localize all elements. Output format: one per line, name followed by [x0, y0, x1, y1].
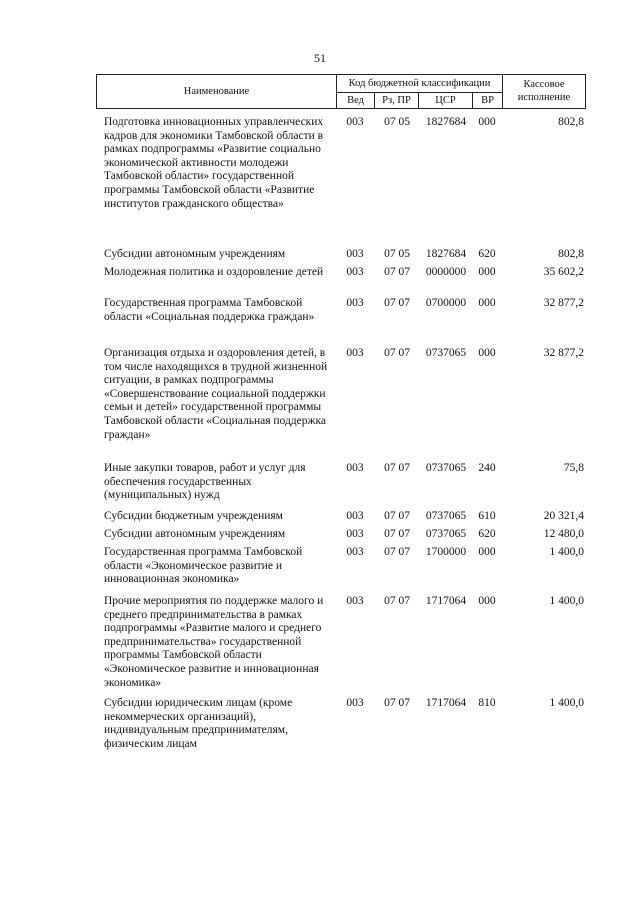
header-mid-border — [336, 92, 502, 93]
row-ved: 003 — [346, 266, 364, 278]
row-name: Субсидии юридическим лицам (кроме некоммерческих организаций), индивидуальным предпринимателям, физическим лицам — [104, 697, 293, 750]
row-name: Субсидии автономным учреждениям — [104, 248, 286, 260]
row-rz-pr: 07 07 — [384, 462, 410, 474]
row-vr: 000 — [478, 546, 496, 558]
row-rz-pr: 07 07 — [384, 297, 410, 309]
row-vr: 240 — [478, 462, 496, 474]
header-bottom-border — [96, 108, 586, 109]
page-number: 51 — [314, 51, 326, 65]
row-csr: 0000000 — [425, 266, 467, 278]
row-rz-pr: 07 07 — [384, 347, 410, 359]
row-ved: 003 — [346, 347, 364, 359]
row-vr: 000 — [478, 266, 496, 278]
row-ved: 003 — [346, 697, 364, 709]
row-ved: 003 — [346, 297, 364, 309]
row-amount: 32 877,2 — [543, 347, 584, 359]
row-name: Подготовка инновационных управленческих кадров для экономики Тамбовской области в рамках подпрограммы «Развитие социально экономической активности молодежи Тамбовской области» государственной программы Тамбовской области «Развитие институтов гражданского общества» — [104, 116, 324, 210]
header-code-group: Код бюджетной классификации — [348, 78, 491, 89]
row-ved: 003 — [346, 248, 364, 260]
row-amount: 802,8 — [558, 116, 584, 128]
header-top-border — [96, 74, 586, 75]
row-vr: 000 — [478, 297, 496, 309]
row-rz-pr: 07 07 — [384, 546, 410, 558]
header-vr: ВР — [481, 95, 494, 106]
row-rz-pr: 07 05 — [384, 116, 410, 128]
row-name: Иные закупки товаров, работ и услуг для обеспечения государственных (муниципальных) нужд — [104, 462, 306, 502]
row-vr: 000 — [478, 116, 496, 128]
row-csr: 1717064 — [425, 595, 467, 607]
row-name: Прочие мероприятия по поддержке малого и среднего предпринимательства в рамках подпрограммы «Развитие малого и среднего предпринимательства» государственной программы Тамбовской области «Экономическое развитие и инновационная экономика» — [104, 595, 324, 689]
row-name: Государственная программа Тамбовской области «Экономическое развитие и инновационная экономика» — [104, 546, 303, 586]
row-rz-pr: 07 05 — [384, 248, 410, 260]
row-amount: 35 602,2 — [543, 266, 584, 278]
header-right-border — [585, 74, 586, 109]
row-name: Субсидии бюджетным учреждениям — [104, 510, 283, 522]
row-amount: 1 400,0 — [549, 546, 584, 558]
row-vr: 000 — [478, 347, 496, 359]
row-csr: 0737065 — [425, 510, 467, 522]
row-vr: 000 — [478, 595, 496, 607]
row-ved: 003 — [346, 510, 364, 522]
header-cash-line2: исполнение — [517, 92, 571, 103]
row-csr: 1827684 — [425, 248, 467, 260]
row-amount: 1 400,0 — [549, 697, 584, 709]
row-amount: 12 480,0 — [543, 528, 584, 540]
row-name: Субсидии автономным учреждениям — [104, 528, 286, 540]
row-name: Организация отдыха и оздоровления детей, в том числе находящихся в трудной жизненной ситуации, в рамках подпрограммы «Совершенствование социальной поддержки семьи и детей» государственной программы Тамбовской области «Социальная поддержка граждан» — [104, 347, 328, 441]
row-name: Молодежная политика и оздоровление детей — [104, 266, 324, 278]
row-amount: 802,8 — [558, 248, 584, 260]
row-rz-pr: 07 07 — [384, 697, 410, 709]
row-amount: 1 400,0 — [549, 595, 584, 607]
row-vr: 610 — [478, 510, 496, 522]
row-rz-pr: 07 07 — [384, 595, 410, 607]
row-vr: 620 — [478, 248, 496, 260]
row-csr: 1717064 — [425, 697, 467, 709]
row-rz-pr: 07 07 — [384, 266, 410, 278]
header-name: Наименование — [183, 86, 250, 97]
row-rz-pr: 07 07 — [384, 510, 410, 522]
row-amount: 75,8 — [563, 462, 584, 474]
header-csr: ЦСР — [435, 95, 456, 106]
row-ved: 003 — [346, 528, 364, 540]
row-amount: 32 877,2 — [543, 297, 584, 309]
row-ved: 003 — [346, 546, 364, 558]
row-ved: 003 — [346, 462, 364, 474]
header-ved: Вед — [347, 95, 364, 106]
header-rz-pr: Рз, ПР — [382, 95, 411, 106]
row-csr: 0737065 — [425, 462, 467, 474]
row-name: Государственная программа Тамбовской области «Социальная поддержка граждан» — [104, 297, 315, 323]
row-csr: 0700000 — [425, 297, 467, 309]
row-vr: 810 — [478, 697, 496, 709]
row-amount: 20 321,4 — [543, 510, 584, 522]
row-csr: 0737065 — [425, 528, 467, 540]
row-ved: 003 — [346, 595, 364, 607]
row-csr: 0737065 — [425, 347, 467, 359]
row-ved: 003 — [346, 116, 364, 128]
row-vr: 620 — [478, 528, 496, 540]
row-rz-pr: 07 07 — [384, 528, 410, 540]
row-csr: 1700000 — [425, 546, 467, 558]
row-csr: 1827684 — [425, 116, 467, 128]
header-cash-line1: Кассовое — [523, 79, 565, 90]
